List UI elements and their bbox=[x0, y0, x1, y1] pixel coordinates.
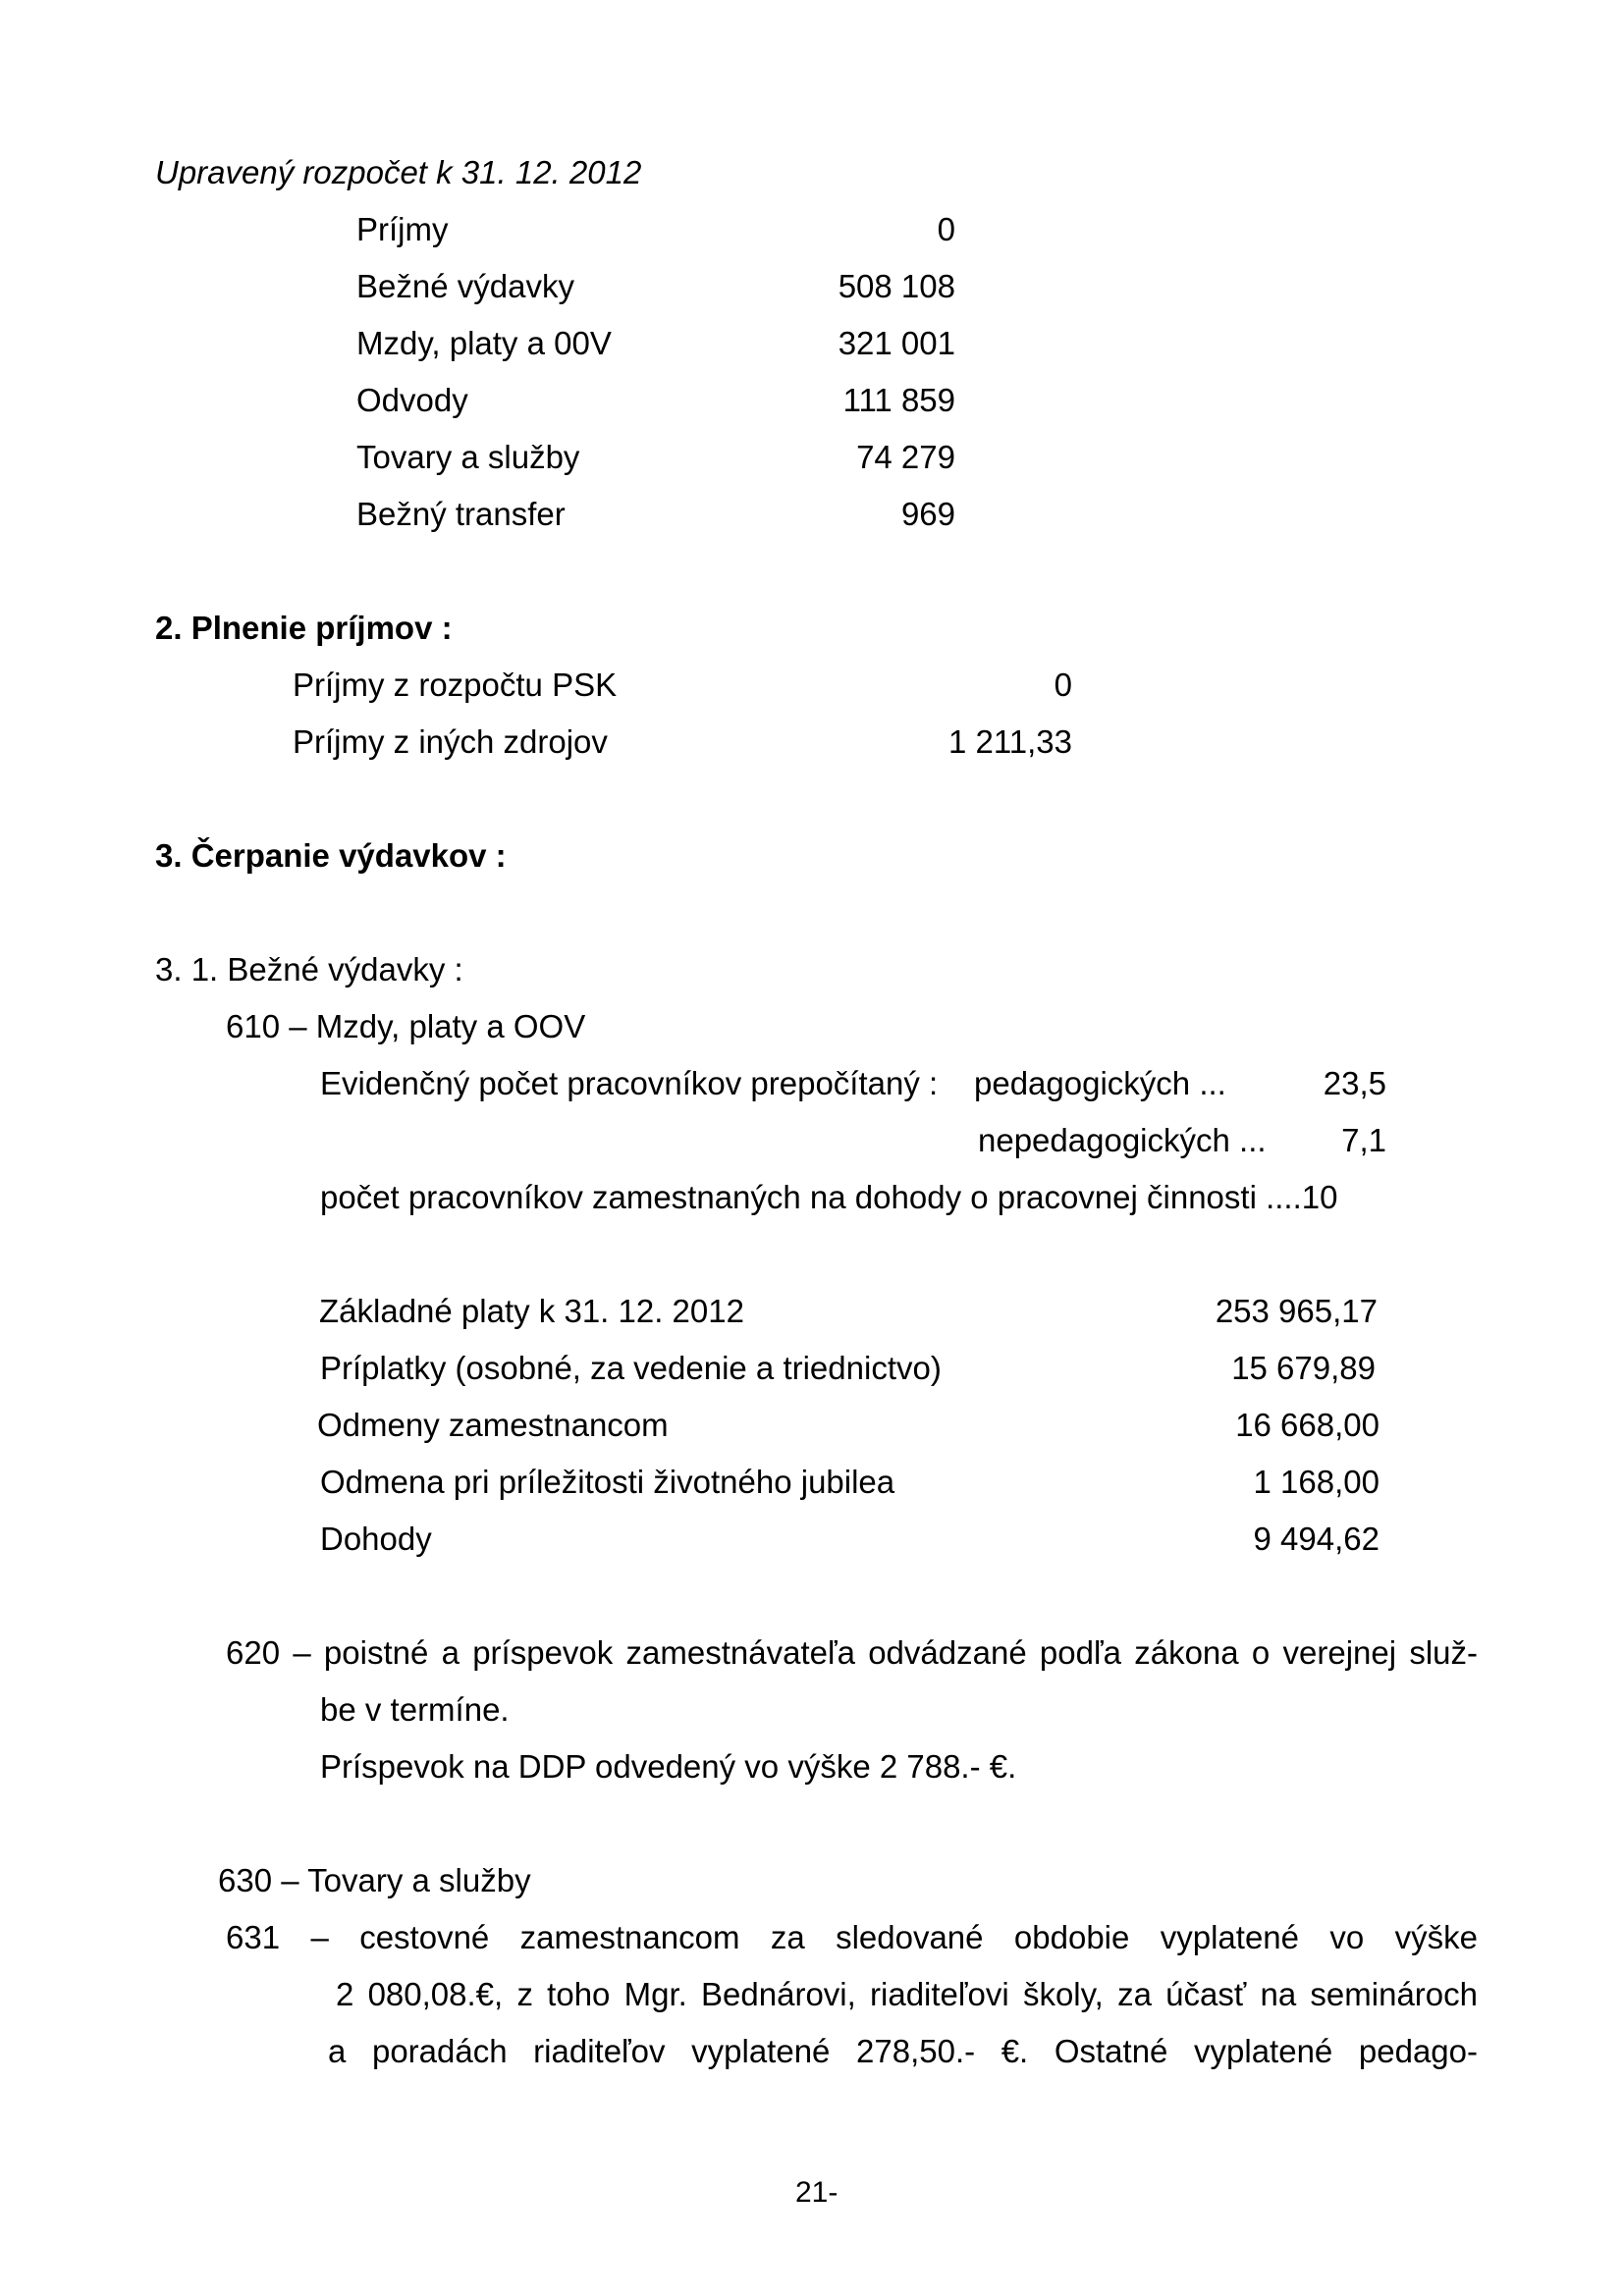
section-620-line1: 620 – poistné a príspevok zamestnávateľa odvádzané podľa zákona o verejnej služ- bbox=[226, 1634, 1478, 1671]
section-620-line2: be v termíne. bbox=[320, 1691, 510, 1728]
budget-row-value: 0 bbox=[937, 211, 955, 247]
income-row-value: 0 bbox=[1054, 667, 1072, 703]
income-row-value: 1 211,33 bbox=[947, 723, 1072, 760]
expenses-subheading: 3. 1. Bežné výdavky : bbox=[155, 951, 463, 988]
income-row-label: Príjmy z iných zdrojov bbox=[293, 723, 608, 760]
budget-row-label: Bežné výdavky bbox=[356, 268, 574, 304]
budget-row-value: 321 001 bbox=[838, 325, 955, 361]
budget-row-label: Odvody bbox=[356, 382, 468, 418]
budget-row-value: 74 279 bbox=[856, 439, 955, 475]
headcount-nonped-label: nepedagogických ... bbox=[978, 1122, 1267, 1158]
expenses-heading: 3. Čerpanie výdavkov : bbox=[155, 837, 507, 874]
headcount-label: Evidenčný počet pracovníkov prepočítaný : bbox=[320, 1065, 939, 1101]
budget-row-value: 508 108 bbox=[838, 268, 955, 304]
salary-row-value: 253 965,17 bbox=[1215, 1293, 1378, 1329]
salary-row-label: Dohody bbox=[320, 1521, 432, 1557]
budget-row-label: Príjmy bbox=[356, 211, 449, 247]
headcount-nonped-value: 7,1 bbox=[1341, 1122, 1386, 1158]
page-number: 21- bbox=[795, 2176, 839, 2209]
headcount-ped-value: 23,5 bbox=[1323, 1065, 1386, 1101]
budget-row-label: Mzdy, platy a 00V bbox=[356, 325, 612, 361]
section-610-title: 610 – Mzdy, platy a OOV bbox=[226, 1008, 586, 1044]
section-631-line1: 631 – cestovné zamestnancom za sledované obdobie vyplatené vo výške bbox=[226, 1919, 1478, 1955]
section-631-line2: 2 080,08.€, z toho Mgr. Bednárovi, riaditeľovi školy, za účasť na seminároch bbox=[336, 1976, 1478, 2012]
budget-row-label: Tovary a služby bbox=[356, 439, 580, 475]
salary-row-label: Základné platy k 31. 12. 2012 bbox=[319, 1293, 744, 1329]
section-620-line3: Príspevok na DDP odvedený vo výške 2 788.- €. bbox=[320, 1748, 1017, 1785]
salary-row-value: 15 679,89 bbox=[1231, 1350, 1376, 1386]
section-631-line3: a poradách riaditeľov vyplatené 278,50.- €. Ostatné vyplatené pedago- bbox=[328, 2033, 1478, 2069]
income-row-label: Príjmy z rozpočtu PSK bbox=[293, 667, 618, 703]
salary-row-value: 1 168,00 bbox=[1253, 1464, 1380, 1500]
budget-row-label: Bežný transfer bbox=[356, 496, 566, 532]
budget-row-value: 969 bbox=[900, 496, 955, 532]
salary-row-label: Odmeny zamestnancom bbox=[317, 1407, 669, 1443]
contracts-line: počet pracovníkov zamestnaných na dohody o pracovnej činnosti ....10 bbox=[320, 1179, 1338, 1215]
headcount-ped-label: pedagogických ... bbox=[974, 1065, 1226, 1101]
salary-row-value: 9 494,62 bbox=[1253, 1521, 1380, 1557]
salary-row-label: Odmena pri príležitosti životného jubilea bbox=[320, 1464, 895, 1500]
budget-heading: Upravený rozpočet k 31. 12. 2012 bbox=[155, 154, 642, 190]
income-heading: 2. Plnenie príjmov : bbox=[155, 610, 453, 646]
section-630-title: 630 – Tovary a služby bbox=[218, 1862, 531, 1898]
budget-row-value: 111 859 bbox=[842, 382, 955, 418]
salary-row-value: 16 668,00 bbox=[1235, 1407, 1380, 1443]
salary-row-label: Príplatky (osobné, za vedenie a triednictvo) bbox=[320, 1350, 942, 1386]
